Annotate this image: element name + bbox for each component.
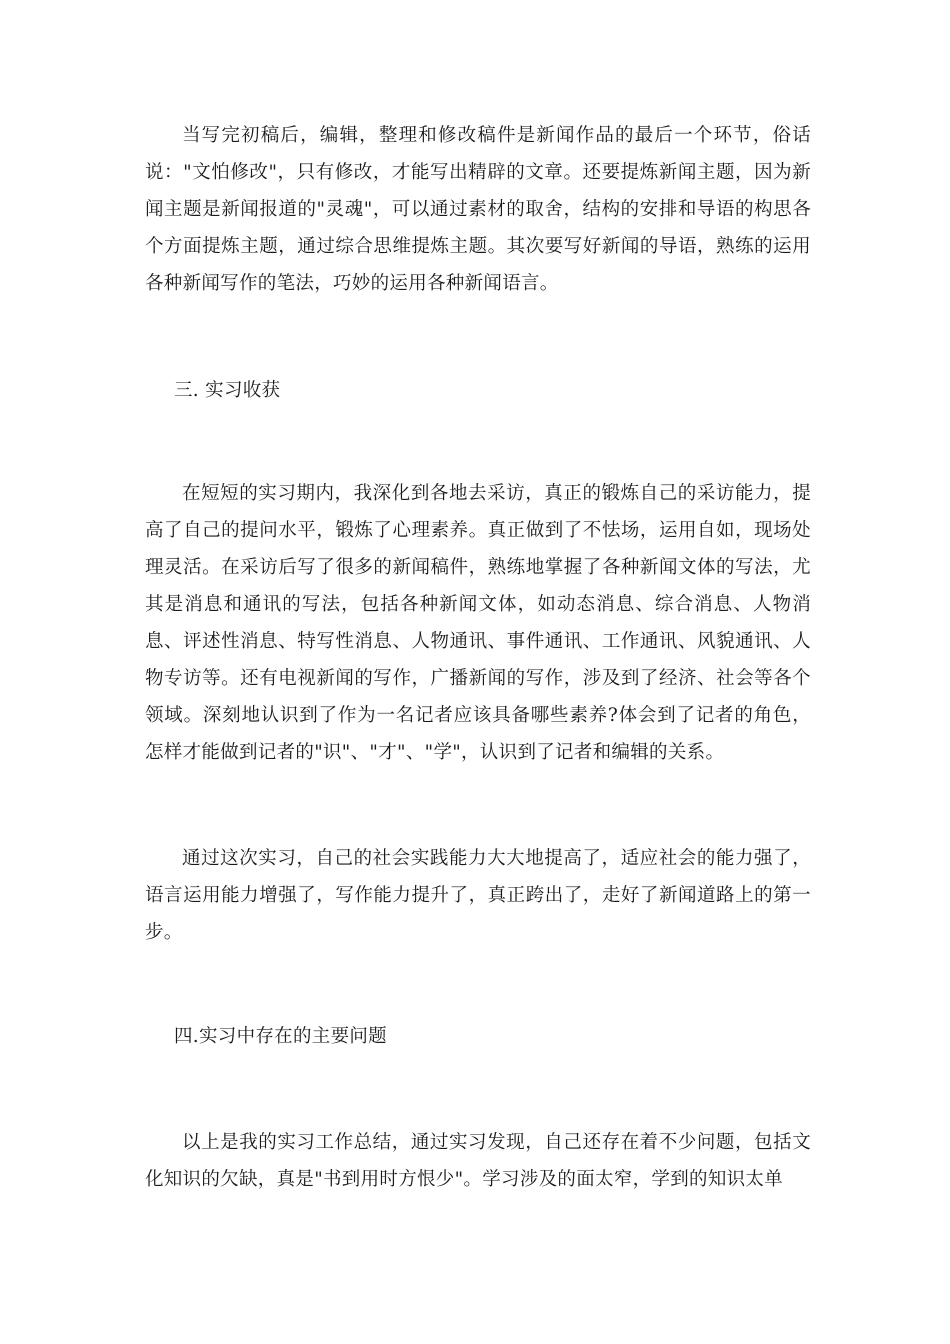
section-heading-internship-gains: 三. 实习收获 xyxy=(174,380,281,401)
paragraph-practice-ability: 通过这次实习，自己的社会实践能力大大地提高了，适应社会的能力强了，语言运用能力增强了，写作能力提升了，真正跨出了，走好了新闻道路上的第一步。 xyxy=(145,848,811,943)
section-heading-main-problems: 四.实习中存在的主要问题 xyxy=(174,1026,387,1047)
paragraph-problems-summary: 以上是我的实习工作总结，通过实习发现，自己还存在着不少问题，包括文化知识的欠缺，真是"书到用时方恨少"。学习涉及的面太窄，学到的知识太单 xyxy=(145,1132,811,1190)
paragraph-revision: 当写完初稿后，编辑，整理和修改稿件是新闻作品的最后一个环节，俗话说："文怕修改"，只有修改，才能写出精辟的文章。还要提炼新闻主题，因为新闻主题是新闻报道的"灵魂"，可以通过素材的取舍，结构的安排和导语的构思各个方面提炼主题，通过综合思维提炼主题。其次要写好新闻的导语，熟练的运用各种新闻写作的笔法，巧妙的运用各种新闻语言。 xyxy=(145,125,811,294)
paragraph-interview-experience: 在短短的实习期内，我深化到各地去采访，真正的锻炼自己的采访能力，提高了自己的提问水平，锻炼了心理素养。真正做到了不怯场，运用自如，现场处理灵活。在采访后写了很多的新闻稿件，熟练地掌握了各种新闻文体的写法，尤其是消息和通讯的写法，包括各种新闻文体，如动态消息、综合消息、人物消息、评述性消息、特写性消息、人物通讯、事件通讯、工作通讯、风貌通讯、人物专访等。还有电视新闻的写作，广播新闻的写作，涉及到了经济、社会等各个领域。深刻地认识到了作为一名记者应该具备哪些素养?体会到了记者的角色，怎样才能做到记者的"识"、"才"、"学"，认识到了记者和编辑的关系。 xyxy=(145,483,811,763)
